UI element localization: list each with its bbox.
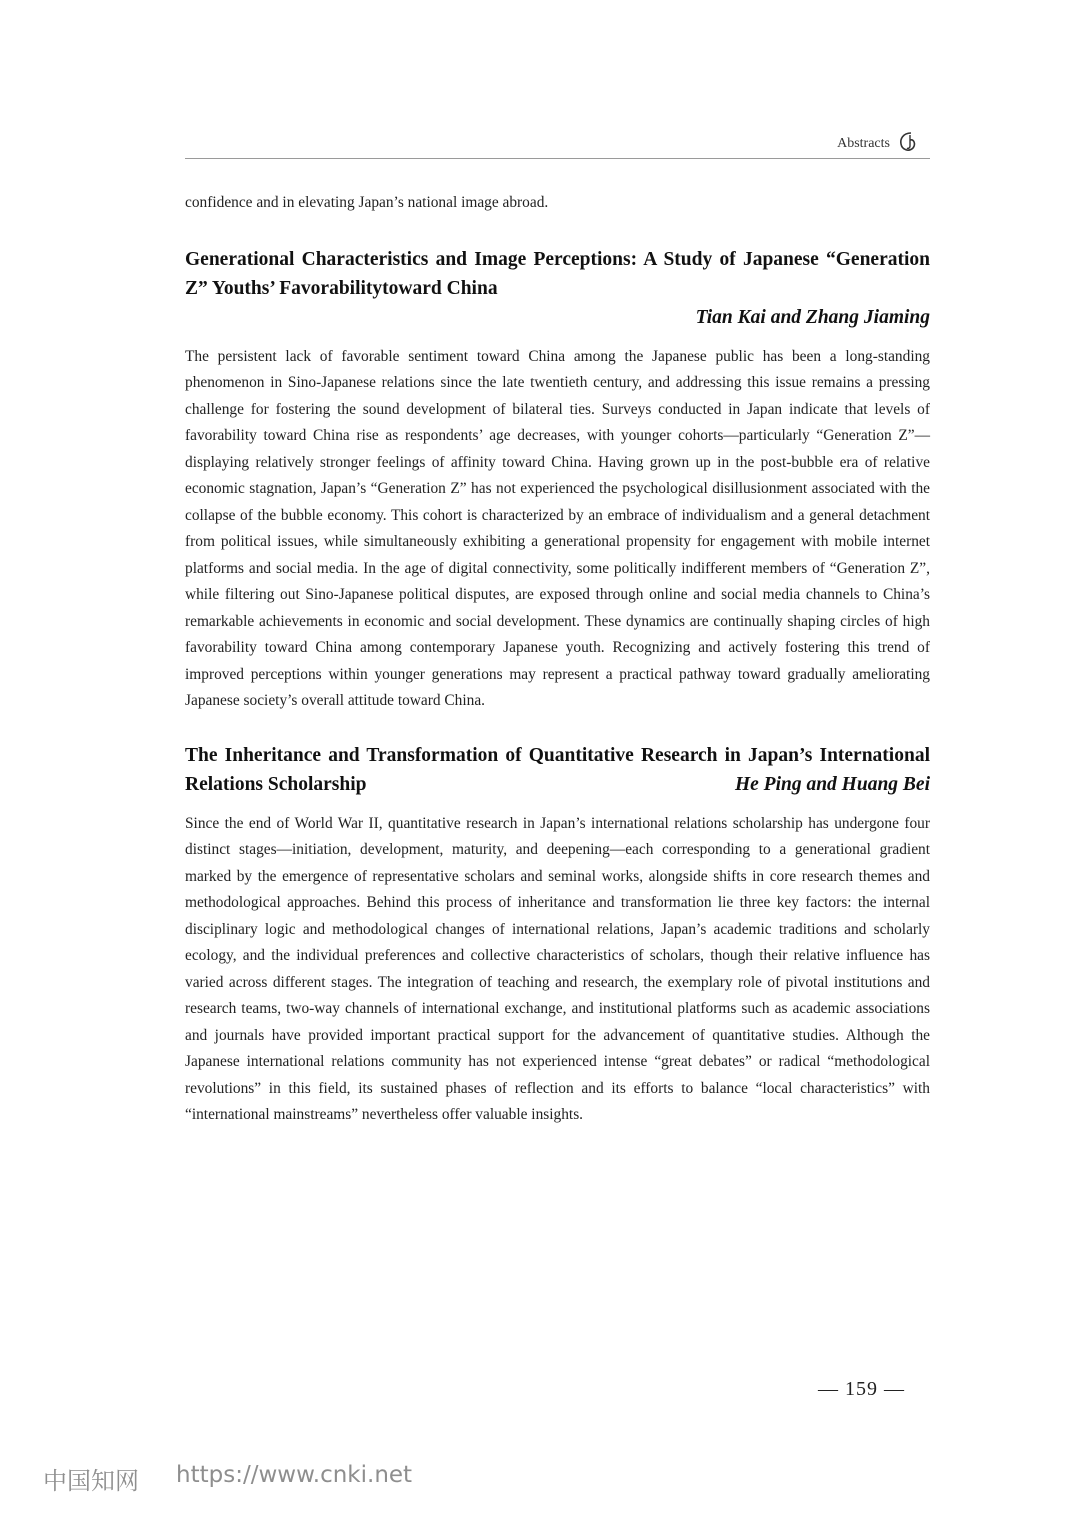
article-abstract: The persistent lack of favorable sentiment toward China among the Japanese public has been a long-standing phenomenon in Sino-Japanese relations since the late twentieth century, and addressing this issue remains a pressing challenge for fostering the sound development of bilateral ties. Surveys conducted in Japan indicate that levels of favorability toward China rise as respondents’ age decreases, with younger cohorts—particularly “Generation Z”—displaying relatively stronger feelings of affinity toward China. Having grown up in the post-bubble era of relative economic stagnation, Japan’s “Generation Z” has not experienced the psychological disillusionment associated with the collapse of the bubble economy. This cohort is characterized by an embrace of individualism and a general detachment from political issues, while simultaneously exhibiting a generational propensity for engagement with mobile internet platforms and social media. In the age of digital connectivity, some politically indifferent members of “Generation Z”, while filtering out Sino-Japanese political disputes, are exposed through online and social media channels to China’s remarkable achievements in economic and social development. These dynamics are continually shaping circles of high favorability toward China among contemporary Japanese youth. Recognizing and actively fostering this trend of improved perceptions within younger generations may represent a practical pathway toward gradually ameliorating Japanese society’s overall attitude toward China. bbox=[185, 347, 930, 709]
article-authors: Tian Kai and Zhang Jiaming bbox=[695, 306, 930, 328]
article-title: Generational Characteristics and Image Perceptions: A Study of Japanese “Generation Z” Youths’ Favorabilitytoward China bbox=[185, 248, 930, 299]
article-quantitative-research bbox=[185, 741, 930, 1129]
article-abstract: Since the end of World War II, quantitative research in Japan’s international relations scholarship has undergone four distinct stages—initiation, development, maturity, and deepening—each corresponding to a generational gradient marked by the emergence of representative scholars and seminal works, alongside shifts in core research themes and methodological approaches. Behind this process of inheritance and transformation lie three key factors: the internal disciplinary logic and methodological changes of international relations, Japan’s academic traditions and scholarly ecology, and the individual preferences and collective characteristics of scholars, though their relative influence has varied across different stages. The integration of teaching and research, the exemplary role of pivotal institutions and research teams, two-way channels of international exchange, and institutional platforms such as academic associations and journals have provided important practical support for the advancement of quantitative studies. Although the Japanese international relations community has not experienced intense “great debates” or radical “methodological revolutions” in this field, its sustained phases of reflection and its efforts to balance “local characteristics” with “international mainstreams” nevertheless offer valuable insights. bbox=[185, 814, 930, 1123]
continuation-paragraph: confidence and in elevating Japan’s national image abroad. bbox=[185, 194, 549, 211]
page-number: — 159 — bbox=[818, 1378, 905, 1400]
watermark-brand: 中国知网 bbox=[43, 1467, 139, 1495]
article-title-text: The Inheritance and Transformation of Quantitative Research in Japan’s International Relations Scholarship bbox=[185, 744, 930, 795]
running-head: Abstracts bbox=[837, 136, 890, 151]
watermark-url: https://www.cnki.net bbox=[176, 1462, 413, 1488]
article-authors: He Ping and Huang Bei bbox=[734, 773, 930, 795]
page-header bbox=[185, 128, 930, 159]
main-content bbox=[185, 190, 930, 1129]
article-gen-z bbox=[185, 245, 930, 715]
journal-logo-icon bbox=[898, 131, 918, 153]
article-title bbox=[185, 741, 930, 799]
